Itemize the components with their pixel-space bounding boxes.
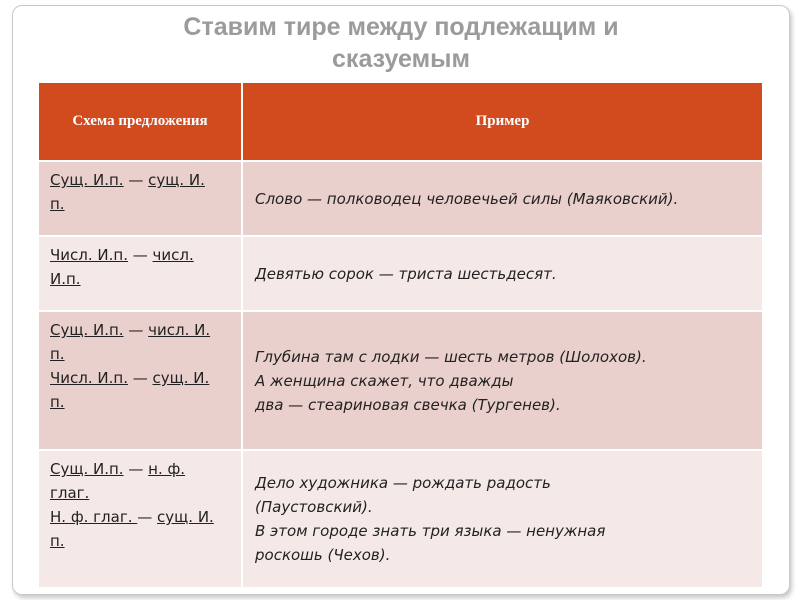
example-line: Слово — полководец человечьей силы (Маяковский). xyxy=(255,189,679,208)
table-header-row xyxy=(39,83,762,161)
slide-title-line-1: Ставим тире между подлежащим и xyxy=(183,13,619,41)
scheme-dash: — xyxy=(137,508,158,526)
scheme-line xyxy=(50,318,235,342)
slide-title xyxy=(13,11,789,75)
table-row xyxy=(39,236,762,311)
scheme-part: числ. И. xyxy=(148,321,211,339)
example-line: роскошь (Чехов). xyxy=(255,546,391,564)
example-line: Глубина там с лодки — шесть метров (Шолохов). xyxy=(255,347,647,366)
example-cell xyxy=(242,450,762,587)
scheme-part: числ. xyxy=(152,246,194,264)
header-scheme: Схема предложения xyxy=(39,83,242,161)
scheme-cell xyxy=(39,450,242,587)
example-cell xyxy=(242,236,762,311)
header-example: Пример xyxy=(242,83,762,161)
table-row xyxy=(39,161,762,236)
scheme-part: п. xyxy=(50,393,65,411)
scheme-cell xyxy=(39,236,242,311)
example-line: два — стеариновая свечка (Тургенев). xyxy=(255,395,561,414)
slide xyxy=(12,5,790,595)
scheme-part: Сущ. И.п. xyxy=(50,171,124,189)
example-line: В этом городе знать три языка — ненужная xyxy=(255,522,606,540)
rules-table xyxy=(39,83,762,587)
scheme-dash: — xyxy=(127,246,153,264)
scheme-part: И.п. xyxy=(50,270,81,288)
scheme-part: п. xyxy=(50,195,65,213)
table-row xyxy=(39,450,762,587)
scheme-line xyxy=(50,192,235,216)
scheme-cell xyxy=(39,161,242,236)
scheme-dash: — xyxy=(123,460,149,478)
example-line: (Паустовский). xyxy=(255,498,373,516)
scheme-part: н. ф. xyxy=(148,460,186,478)
scheme-part: глаг. xyxy=(50,484,90,502)
scheme-line xyxy=(50,168,235,192)
scheme-part: Числ. И.п. xyxy=(50,246,128,264)
scheme-dash: — xyxy=(123,321,149,339)
scheme-line xyxy=(50,267,235,291)
scheme-part: Н. ф. глаг. xyxy=(50,508,138,526)
scheme-dash: — xyxy=(123,171,149,189)
scheme-part: сущ. И. xyxy=(148,171,205,189)
example-line: Девятью сорок — триста шестьдесят. xyxy=(255,264,557,283)
scheme-part: Сущ. И.п. xyxy=(50,321,124,339)
scheme-cell xyxy=(39,311,242,450)
scheme-line xyxy=(50,390,235,414)
scheme-part: п. xyxy=(50,345,65,363)
example-line: Дело художника — рождать радость xyxy=(255,474,551,492)
scheme-line xyxy=(50,243,235,267)
scheme-dash: — xyxy=(127,369,153,387)
scheme-line xyxy=(50,529,235,553)
scheme-part: сущ. И. xyxy=(157,508,214,526)
scheme-part: Сущ. И.п. xyxy=(50,460,124,478)
table-row xyxy=(39,311,762,450)
scheme-line xyxy=(50,366,235,390)
scheme-line xyxy=(50,481,235,505)
example-cell xyxy=(242,161,762,236)
scheme-line xyxy=(50,342,235,366)
scheme-part: Числ. И.п. xyxy=(50,369,128,387)
scheme-part: сущ. И. xyxy=(152,369,210,387)
scheme-part: п. xyxy=(50,532,65,550)
scheme-line xyxy=(50,457,235,481)
scheme-line xyxy=(50,505,235,529)
example-line: А женщина скажет, что дважды xyxy=(255,371,514,390)
slide-title-line-2: сказуемым xyxy=(332,45,470,73)
example-cell xyxy=(242,311,762,450)
